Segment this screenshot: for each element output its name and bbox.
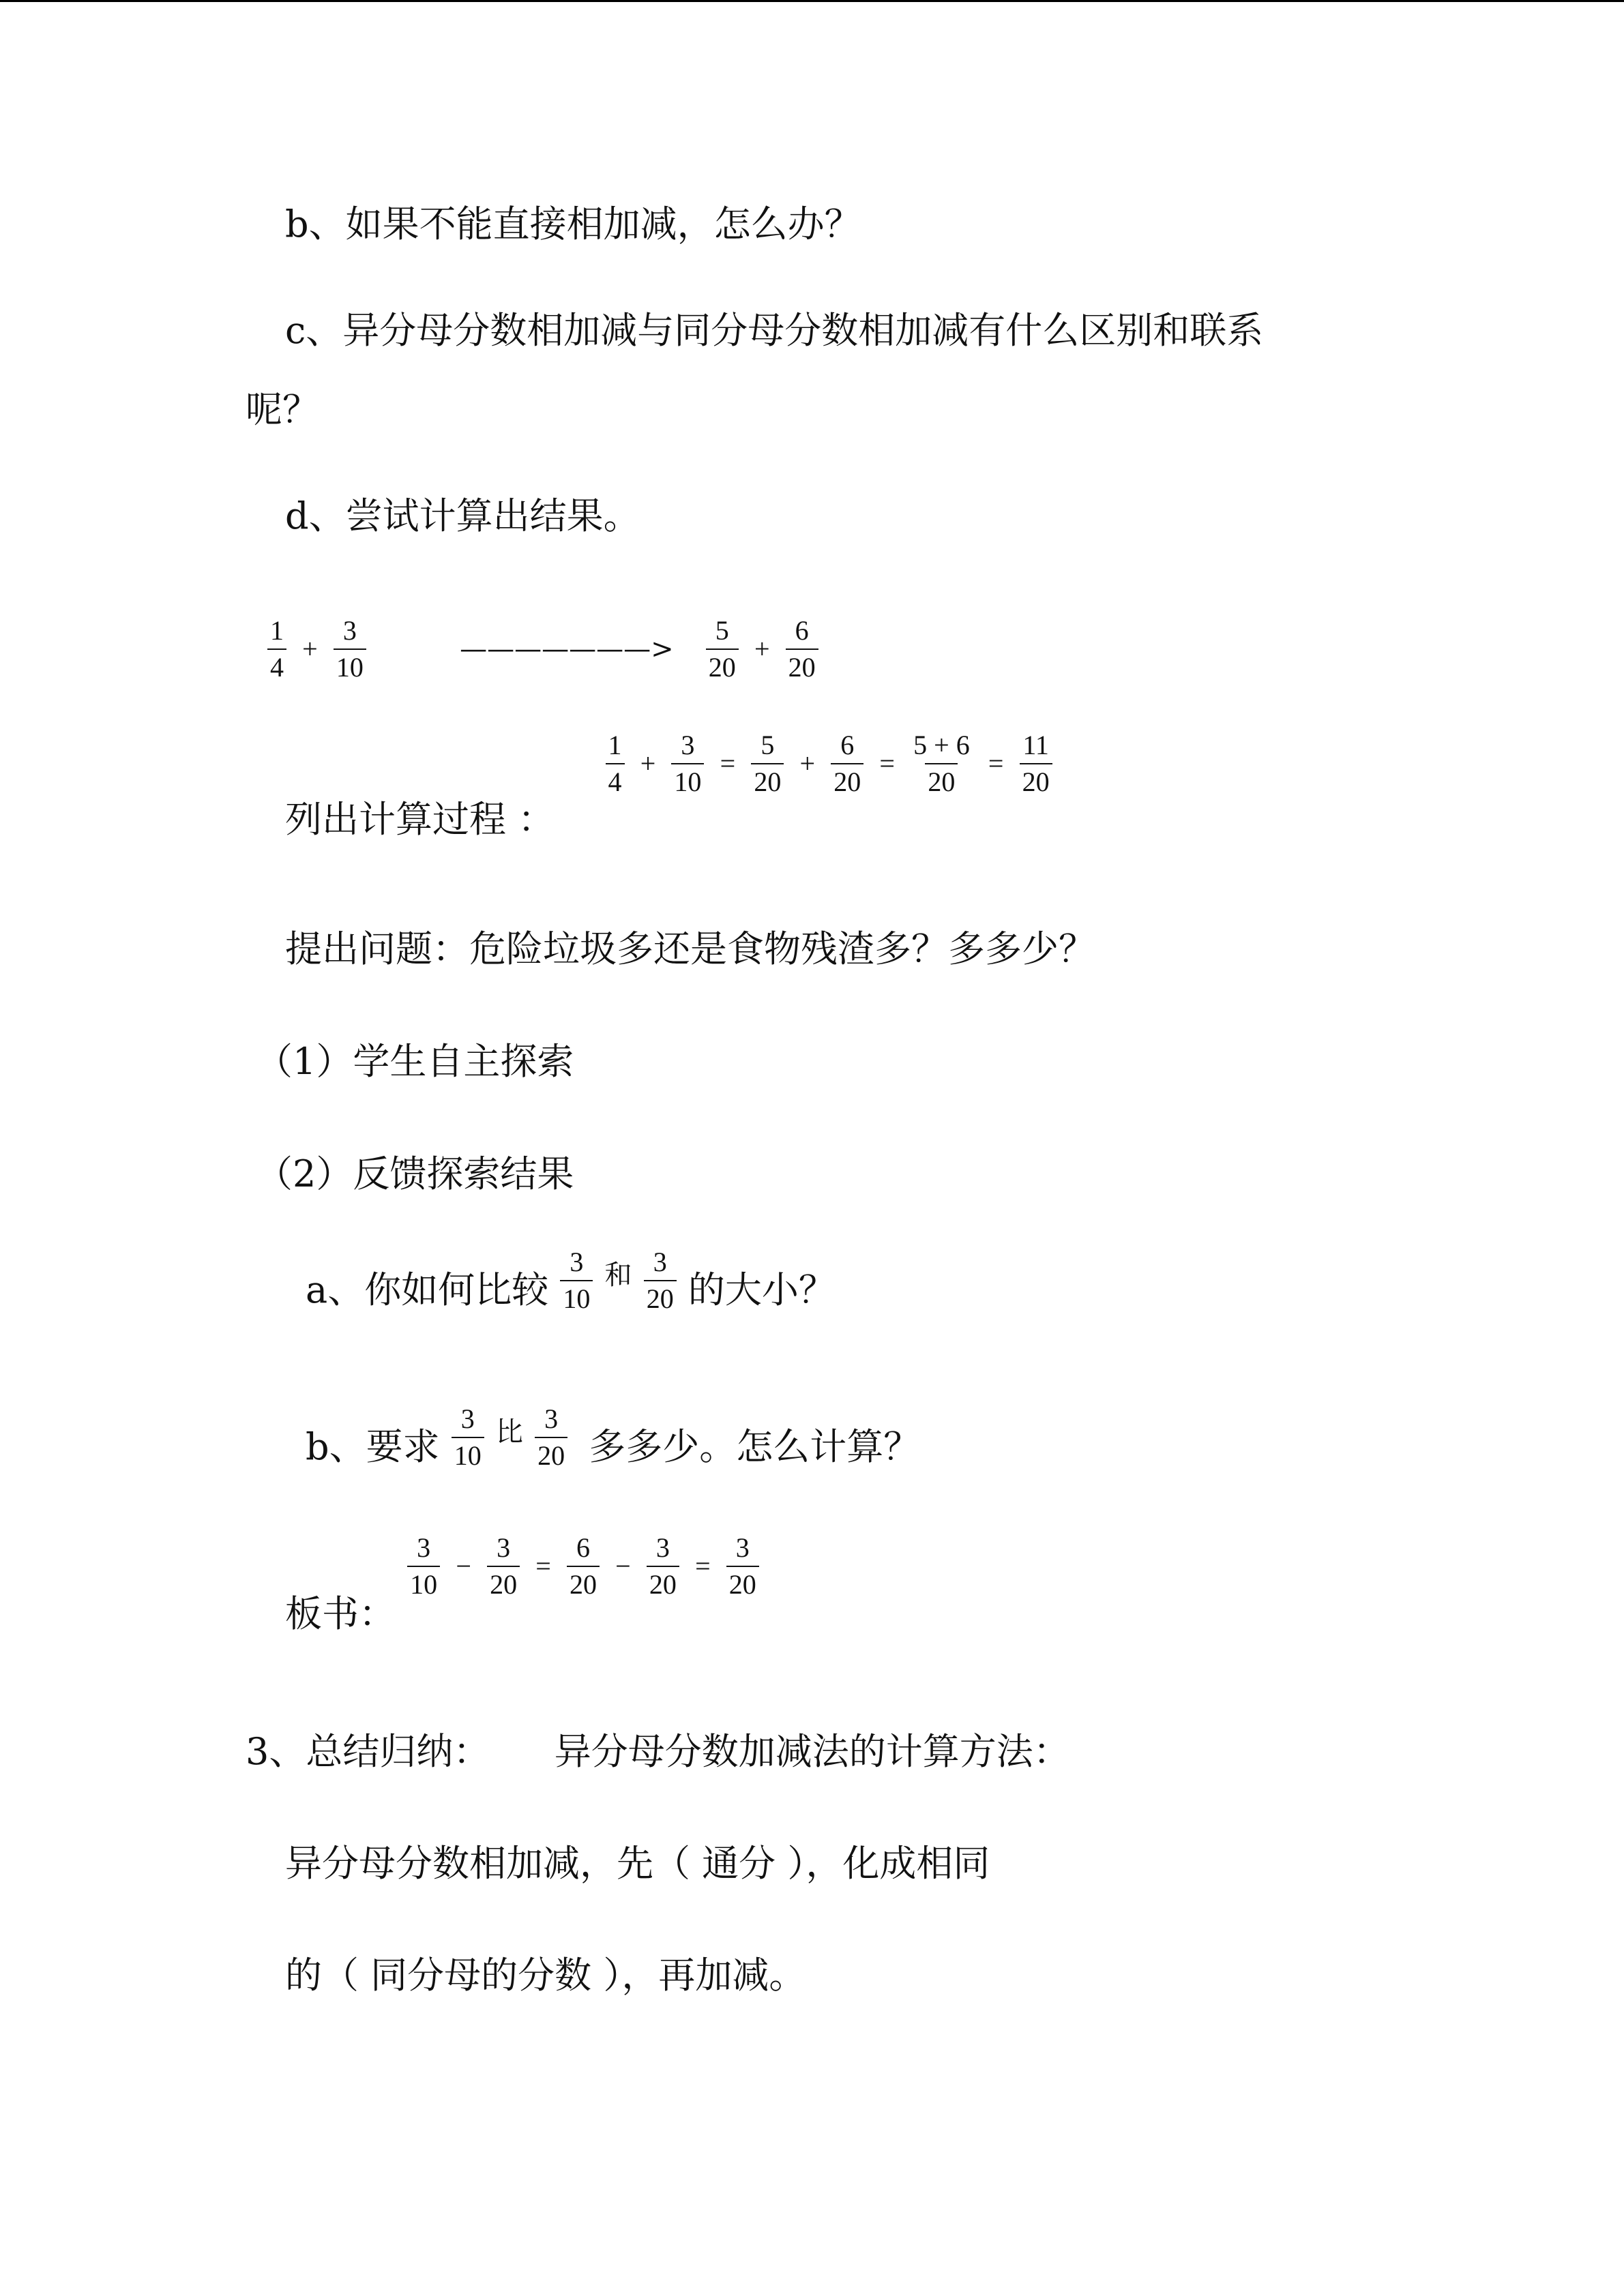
fraction: $\frac{3}{10}$ <box>560 1249 593 1313</box>
equals-sign: = <box>988 748 1004 779</box>
calc-process <box>285 730 1052 841</box>
equals-sign: = <box>535 1551 551 1581</box>
fraction: $\frac{3}{20}$ <box>644 1249 677 1313</box>
step-2: （2）反馈探索结果 <box>256 1152 574 1195</box>
fraction: $\frac{3}{20}$ <box>487 1534 520 1598</box>
fraction: $\frac{3}{10}$ <box>671 732 704 796</box>
question-a-compare <box>306 1247 836 1322</box>
question-c-line2: 呢？ <box>246 388 319 431</box>
fraction: $\frac{6}{20}$ <box>831 732 863 796</box>
arrow: ———————> <box>460 633 674 665</box>
fraction: $\frac{3}{20}$ <box>647 1534 679 1598</box>
summary-method: 异分母分数加减法的计算方法： <box>554 1730 1070 1773</box>
text: 的大小？ <box>688 1268 836 1311</box>
text: a、你如何比较 <box>306 1268 549 1311</box>
fraction: $\frac{5}{20}$ <box>751 732 784 796</box>
equals-sign: = <box>695 1551 711 1581</box>
plus-sign: + <box>640 748 656 779</box>
fraction: $\frac{3}{10}$ <box>407 1534 440 1598</box>
calc-label: 列出计算过程 ： <box>285 798 555 841</box>
question-c-line1: c、异分母分数相加减与同分母分数相加减有什么区别和联系 <box>285 309 1264 352</box>
calc-equation <box>606 732 1052 796</box>
question-b-difference <box>306 1403 921 1479</box>
board-equation <box>407 1534 759 1598</box>
fraction: $\frac{3}{10}$ <box>334 617 366 681</box>
rule-line-2: 的（ 同分母的分数 ），再加减。 <box>285 1954 806 1997</box>
summary-title: 3、总结归纳： <box>246 1730 490 1773</box>
board-writing <box>285 1532 759 1635</box>
text: 多多少。怎么计算？ <box>589 1425 921 1468</box>
top-border <box>0 0 1624 2</box>
step-1: （1）学生自主探索 <box>256 1040 574 1083</box>
fraction: $\frac{3}{20}$ <box>726 1534 759 1598</box>
fraction: $\frac{5}{20}$ <box>706 617 739 681</box>
question-d: d、尝试计算出结果。 <box>285 494 640 537</box>
question-b: b、如果不能直接相加减，怎么办？ <box>285 203 861 245</box>
fraction: $\frac{1}{4}$ <box>267 617 286 681</box>
raise-question: 提出问题：危险垃圾多还是食物残渣多？多多少？ <box>285 927 1095 970</box>
fraction: $\frac{5 + 6}{20}$ <box>913 730 970 797</box>
plus-sign: + <box>799 748 816 779</box>
equation-d <box>267 617 818 681</box>
fraction: $\frac{1}{4}$ <box>606 732 625 796</box>
summary-heading <box>246 1730 1070 1773</box>
rule-line-1: 异分母分数相加减，先（ 通分 ），化成相同 <box>285 1842 990 1885</box>
plus-sign: + <box>302 633 318 664</box>
minus-sign: − <box>456 1551 471 1581</box>
text: 和 <box>604 1259 632 1291</box>
fraction: $\frac{6}{20}$ <box>567 1534 600 1598</box>
fraction: $\frac{11}{20}$ <box>1020 732 1052 796</box>
plus-sign: + <box>754 633 770 664</box>
fraction: $\frac{3}{20}$ <box>535 1405 567 1470</box>
board-label: 板书： <box>285 1592 396 1635</box>
minus-sign: − <box>615 1551 631 1581</box>
fraction: $\frac{6}{20}$ <box>786 617 818 681</box>
equals-sign: = <box>879 748 895 779</box>
text: 比 <box>495 1416 523 1448</box>
equals-sign: = <box>720 748 736 779</box>
text: b、要求 <box>306 1425 440 1468</box>
fraction: $\frac{3}{10}$ <box>452 1405 484 1470</box>
